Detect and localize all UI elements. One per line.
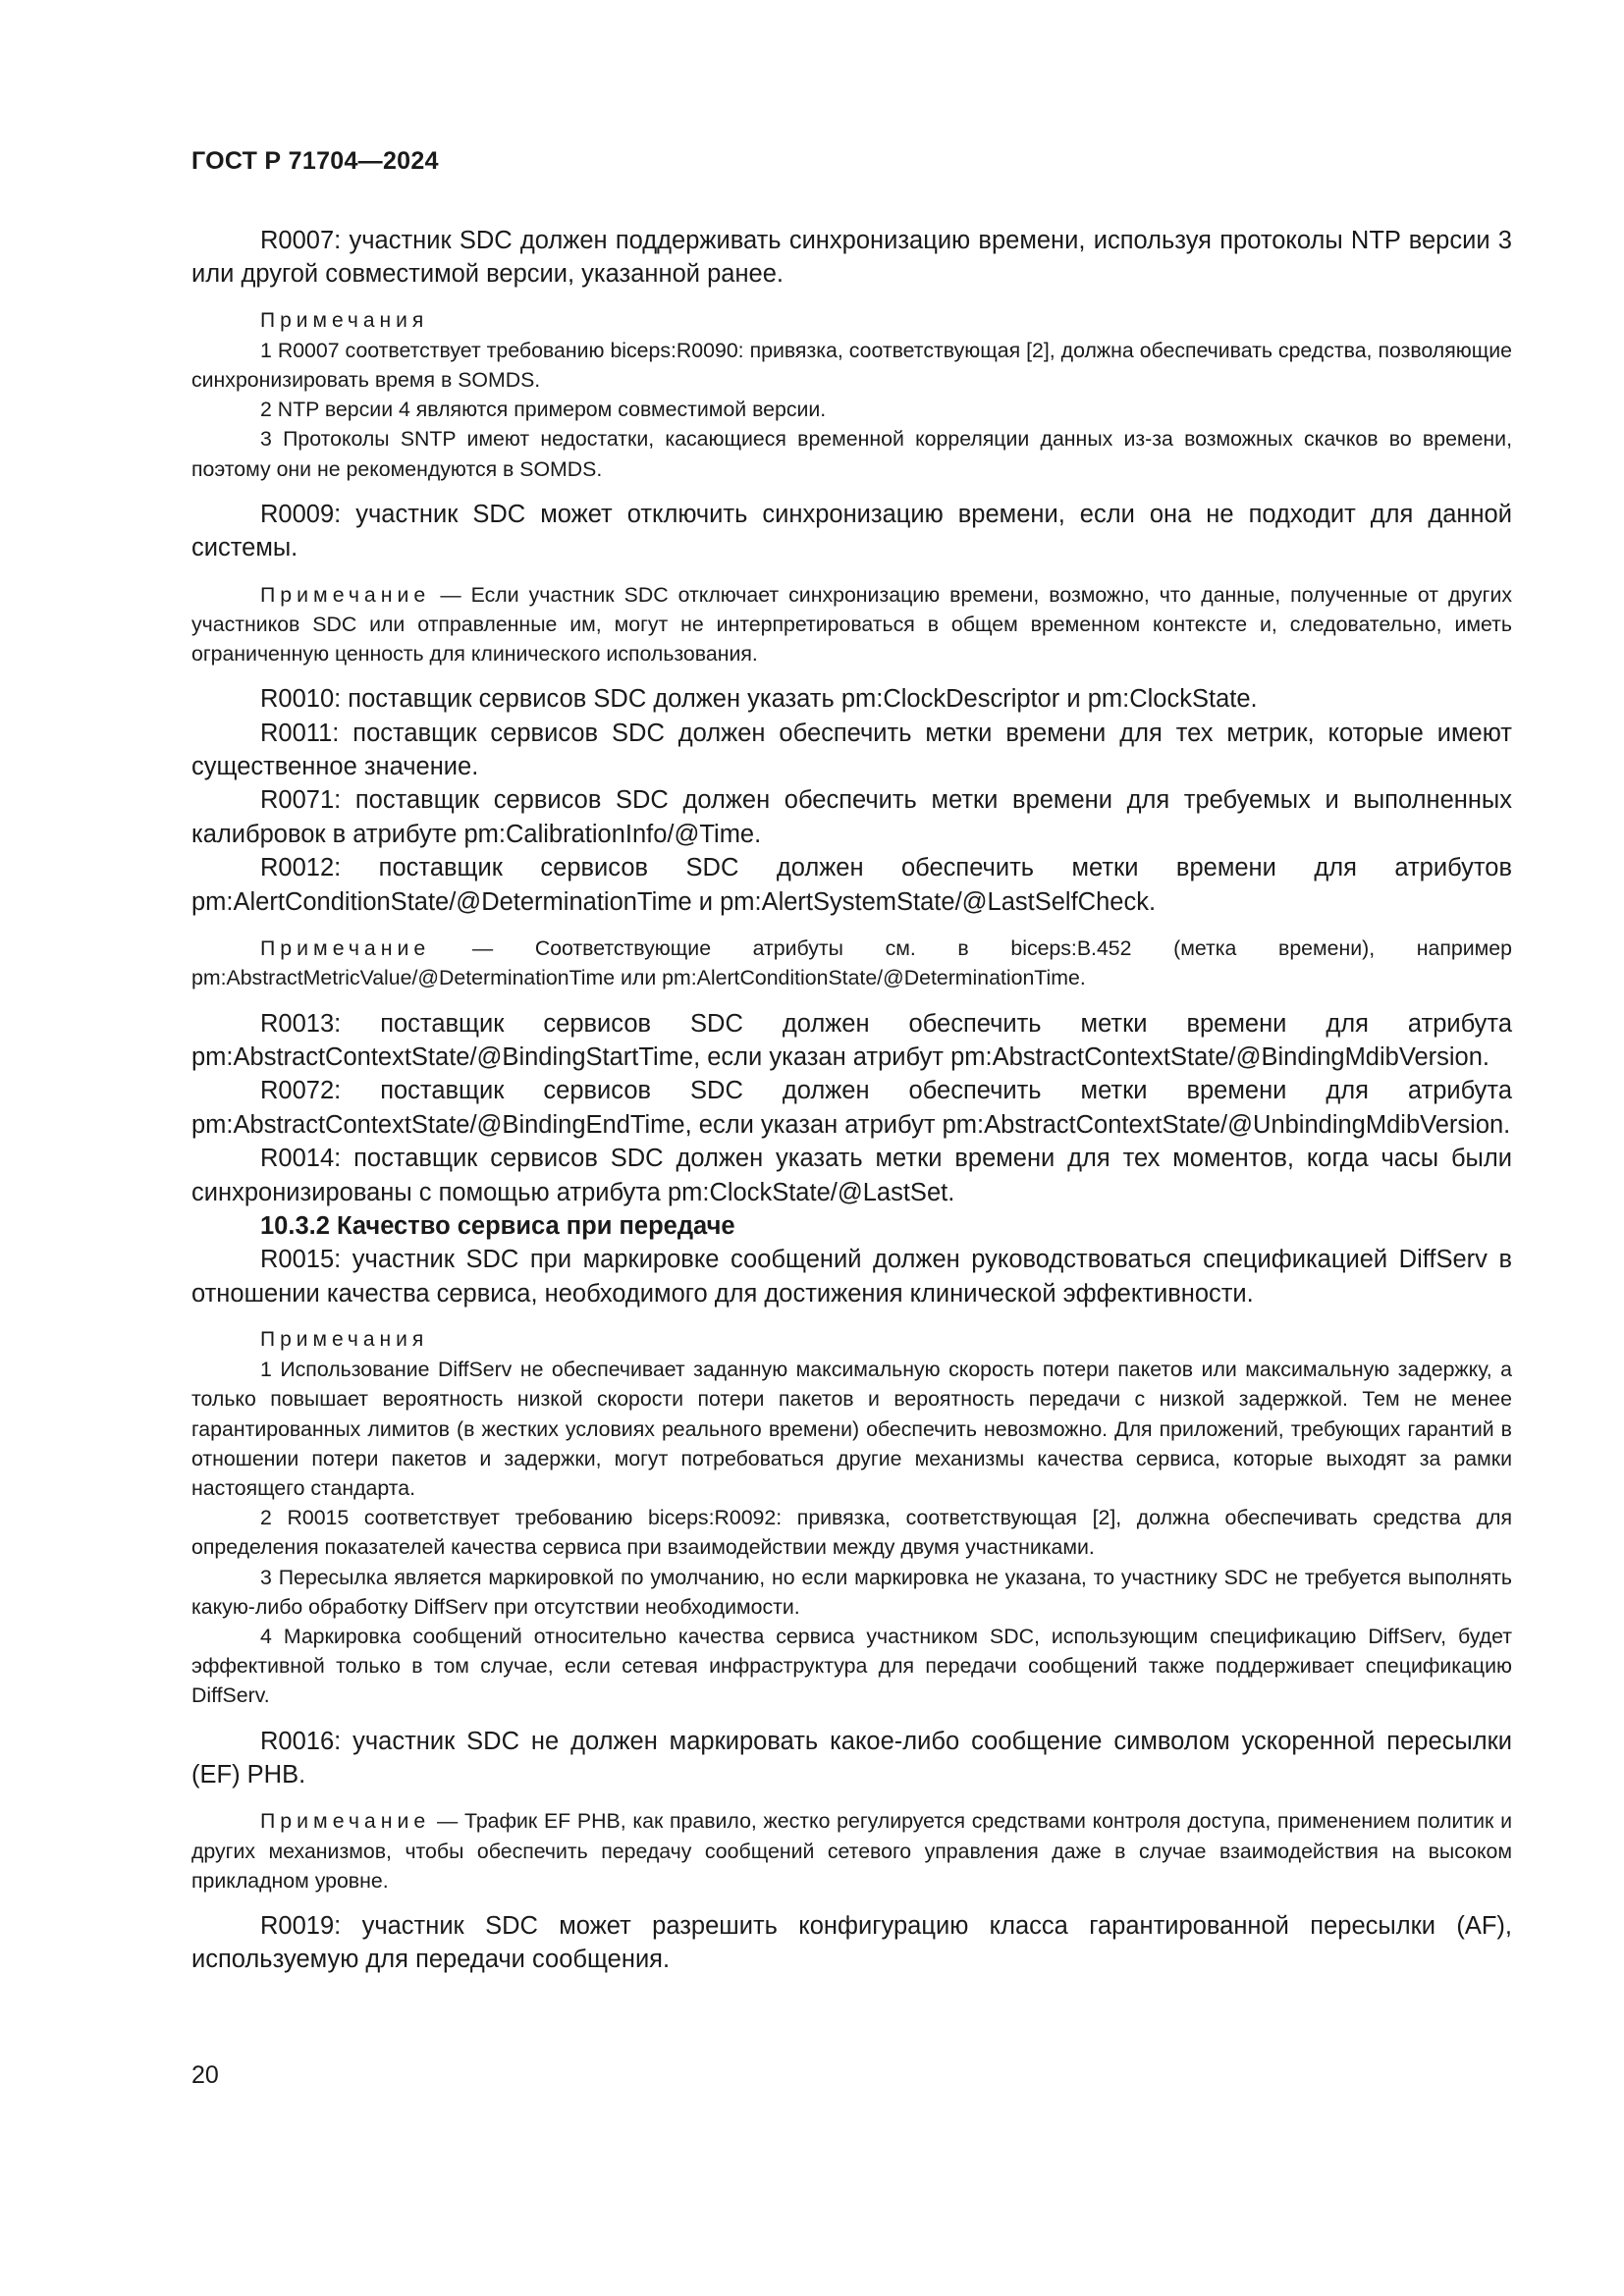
- requirement-r0011: R0011: поставщик сервисов SDC должен обеспечить метки времени для тех метрик, которые имеют существенное значение.: [191, 719, 1512, 781]
- page-number: 20: [191, 2061, 219, 2089]
- note-text: — Соответствующие атрибуты см. в biceps:B.452 (метка времени), например pm:AbstractMetricValue/@DeterminationTime или pm:AlertConditionState/@DeterminationTime.: [191, 936, 1512, 990]
- note-item: 1 Использование DiffServ не обеспечивает заданную максимальную скорость потери пакетов или максимальную задержку, а только повышает вероятность низкой скорости потери пакетов и вероятность передачи с низкой задержкой. Тем не менее гарантированных лимитов (в жестких условиях реального времени) обеспечить невозможно. Для приложений, требующих гарантий в отношении потери пакетов и задержки, могут потребоваться другие механизмы качества сервиса, которые выходят за рамки настоящего стандарта.: [191, 1358, 1512, 1500]
- requirement-r0072: R0072: поставщик сервисов SDC должен обеспечить метки времени для атрибута pm:AbstractContextState/@BindingEndTime, если указан атрибут pm:AbstractContextState/@UnbindingMdibVersion.: [191, 1077, 1512, 1139]
- notes-heading: Примечания: [260, 308, 429, 332]
- note-item: 4 Маркировка сообщений относительно качества сервиса участником SDC, использующим спецификацию DiffServ, будет эффективной только в том случае, если сетевая инфраструктура для передачи сообщений также поддерживает спецификацию DiffServ.: [191, 1624, 1512, 1708]
- requirement-r0012: R0012: поставщик сервисов SDC должен обеспечить метки времени для атрибутов pm:AlertConditionState/@DeterminationTime и pm:AlertSystemState/@LastSelfCheck.: [191, 854, 1512, 916]
- note-text: — Если участник SDC отключает синхронизацию времени, возможно, что данные, полученные от других участников SDC или отправленные им, могут не интерпретироваться в общем временном контексте и, следовательно, иметь ограниченную ценность для клинического использования.: [191, 582, 1512, 667]
- note-item: 2 NTP версии 4 являются примером совместимой версии.: [260, 398, 827, 422]
- section-heading: 10.3.2 Качество сервиса при передаче: [260, 1211, 735, 1240]
- note-label: Примечание: [260, 1809, 431, 1834]
- note-label: Примечание: [260, 936, 431, 961]
- requirement-r0013: R0013: поставщик сервисов SDC должен обеспечить метки времени для атрибута pm:AbstractContextState/@BindingStartTime, если указан атрибут pm:AbstractContextState/@BindingMdibVersion.: [191, 1009, 1512, 1071]
- requirement-r0019: R0019: участник SDC может разрешить конфигурацию класса гарантированной пересылки (AF), используемую для передачи сообщения.: [191, 1912, 1512, 1974]
- note-block: [191, 934, 1512, 992]
- note-text: — Трафик EF PHB, как правило, жестко регулируется средствами контроля доступа, применением политик и других механизмов, чтобы обеспечить передачу сообщений сетевого управления даже в случае взаимодействия на высоком прикладном уровне.: [191, 1809, 1512, 1893]
- note-item: 3 Пересылка является маркировкой по умолчанию, но если маркировка не указана, то участнику SDC не требуется выполнять какую-либо обработку DiffServ при отсутствии необходимости.: [191, 1565, 1512, 1619]
- requirement-r0016: R0016: участник SDC не должен маркировать какое-либо сообщение символом ускоренной пересылки (EF) PHB.: [191, 1727, 1512, 1789]
- requirement-r0010: R0010: поставщик сервисов SDC должен указать pm:ClockDescriptor и pm:ClockState.: [260, 685, 1258, 714]
- note-item: 1 R0007 соответствует требованию biceps:R0090: привязка, соответствующая [2], должна обеспечивать средства, позволяющие синхронизировать время в SOMDS.: [191, 338, 1512, 393]
- requirement-r0071: R0071: поставщик сервисов SDC должен обеспечить метки времени для требуемых и выполненных калибровок в атрибуте pm:CalibrationInfo/@Time.: [191, 786, 1512, 848]
- requirement-r0014: R0014: поставщик сервисов SDC должен указать метки времени для тех моментов, когда часы были синхронизированы с помощью атрибута pm:ClockState/@LastSet.: [191, 1145, 1512, 1206]
- requirement-r0009: R0009: участник SDC может отключить синхронизацию времени, если она не подходит для данной системы.: [191, 500, 1512, 562]
- note-label: Примечание: [260, 582, 431, 607]
- note-block: [191, 1806, 1512, 1896]
- page-header-standard: ГОСТ Р 71704—2024: [191, 147, 439, 175]
- requirement-r0007: R0007: участник SDC должен поддерживать синхронизацию времени, используя протоколы NTP версии 3 или другой совместимой версии, указанной ранее.: [191, 227, 1512, 289]
- note-item: 3 Протоколы SNTP имеют недостатки, касающиеся временной корреляции данных из-за возможных скачков во времени, поэтому они не рекомендуются в SOMDS.: [191, 427, 1512, 481]
- page-content: [191, 224, 1512, 1977]
- notes-heading: Примечания: [260, 1328, 429, 1352]
- requirement-r0015: R0015: участник SDC при маркировке сообщений должен руководствоваться спецификацией DiffServ в отношении качества сервиса, необходимого для достижения клинической эффективности.: [191, 1246, 1512, 1308]
- note-item: 2 R0015 соответствует требованию biceps:R0092: привязка, соответствующая [2], должна обеспечивать средства для определения показателей качества сервиса при взаимодействии между двумя участниками.: [191, 1506, 1512, 1560]
- note-block: [191, 580, 1512, 669]
